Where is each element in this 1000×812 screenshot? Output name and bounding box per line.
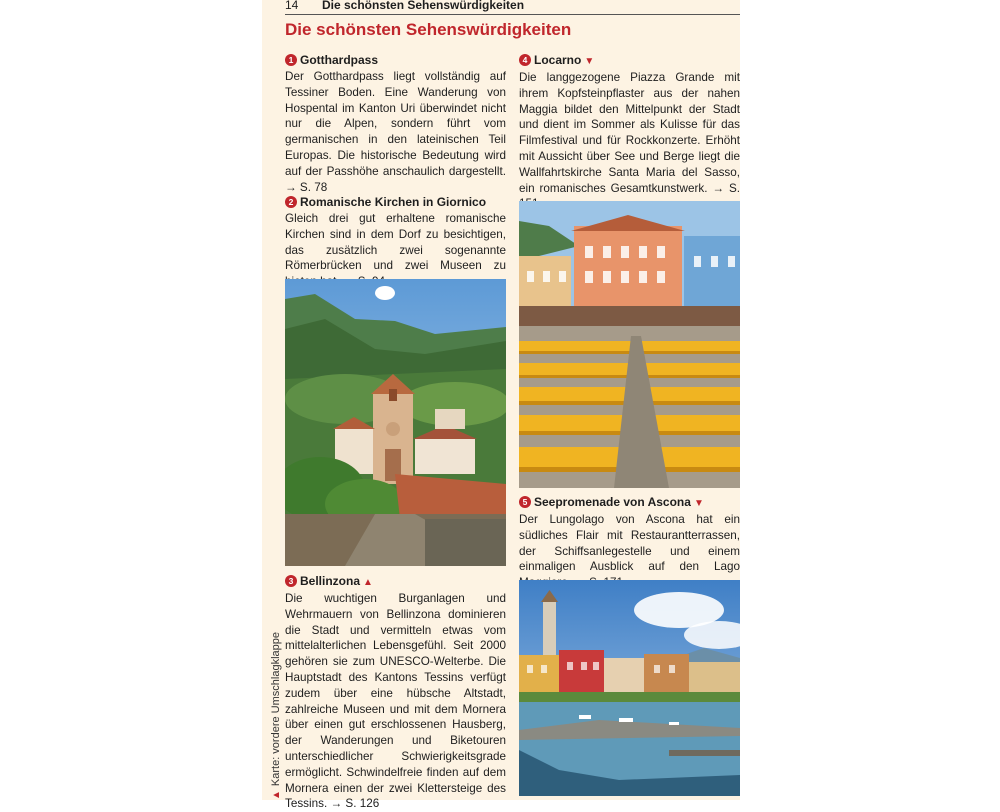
entry-heading xyxy=(285,53,506,68)
side-caption xyxy=(258,612,282,800)
entry-text: Die wuchtigen Burganlagen und Wehrmauern von Bellinzona dominieren die Stadt und vermitteln etwas vom mittelalterlichen Lebensgefühl. Seit 2000 gehören sie zum UNESCO-Welterbe. Die Hauptstadt des Kantons Tessins verfügt zudem über eine hübsche Altstadt, zahlreiche Museen und mit dem Mornera über einen gut erschlossenen Hausberg, der Wanderungen und Biketouren unterschiedlicher Schwierigkeitsgrade ermöglicht. Schwindelfreie finden auf dem Mornera einen der zwei Klettersteige des Tessins. → S. 126 xyxy=(285,592,506,811)
up-triangle-marker-icon: ▲ xyxy=(363,577,373,588)
running-head xyxy=(285,0,740,15)
entry-title: Locarno xyxy=(534,53,582,67)
entry-text: Der Gotthardpass liegt vollständig auf Tessiner Boden. Eine Wanderung von Hospental im Kanton Uri überwindet nicht nur die Alpen, sondern führt vom germanischen in den lateinischen Teil Europas. Die historische Bedeutung wird auf der Passhöhe anschaulich dargestellt. → S. 78 xyxy=(285,70,506,194)
page-number: 14 xyxy=(285,0,299,12)
entry-gotthardpass xyxy=(285,53,506,195)
entry-title: Romanische Kirchen in Giornico xyxy=(300,195,487,209)
entry-number-badge: 2 xyxy=(285,196,297,208)
entry-locarno xyxy=(519,53,740,212)
side-caption-text: Karte: vordere Umschlagklappe xyxy=(270,632,282,787)
entry-title: Bellinzona xyxy=(300,574,361,588)
entry-giornico xyxy=(285,195,506,290)
entry-heading xyxy=(285,195,506,210)
entry-title: Seepromenade von Ascona xyxy=(534,495,691,509)
entry-number-badge: 1 xyxy=(285,54,297,66)
entry-text: Gleich drei gut erhaltene romanische Kirchen sind in dem Dorf zu besichtigen, das zusätzlich zwei sogenannte Römerbrücken und zwei Museen zu xyxy=(285,212,506,273)
entry-heading xyxy=(285,574,506,590)
photo-ascona-promenade xyxy=(519,580,740,796)
entry-heading xyxy=(519,495,740,511)
entry-number-badge: 4 xyxy=(519,54,531,66)
entry-title: Gotthardpass xyxy=(300,53,379,67)
running-head-title: Die schönsten Sehenswürdigkeiten xyxy=(322,0,525,12)
entry-text: Der Lungolago von Ascona hat ein südliches Flair mit Restaurantterrassen, der Schiffsanlegestelle und einem einmaligen Ausblick auf den Lago xyxy=(519,513,740,574)
entry-text: Die langgezogene Piazza Grande mit ihrem Kopfsteinpflaster aus der nahen Maggia bildet den Mittelpunkt der Stadt und dient im Sommer als Kulisse für das Filmfestival und für Rockkonzerte. Erhöht mit Aussicht über See und Berge liegt die Wallfahrtskirche Santa Maria del Sasso, ein romanisches Gesamtkunstwerk. → S. xyxy=(519,71,740,195)
down-triangle-marker-icon: ▼ xyxy=(584,56,595,67)
entry-bellinzona xyxy=(285,574,506,812)
down-triangle-marker-icon: ▼ xyxy=(693,498,704,509)
triangle-marker-icon: ▲ xyxy=(271,790,282,800)
page-title: Die schönsten Sehenswürdigkeiten xyxy=(285,20,572,39)
entry-ascona xyxy=(519,495,740,591)
entry-number-badge: 5 xyxy=(519,496,531,508)
entry-number-badge: 3 xyxy=(285,575,297,587)
photo-locarno-piazza-grande xyxy=(519,201,740,488)
photo-bellinzona xyxy=(285,279,506,566)
entry-heading xyxy=(519,53,740,69)
